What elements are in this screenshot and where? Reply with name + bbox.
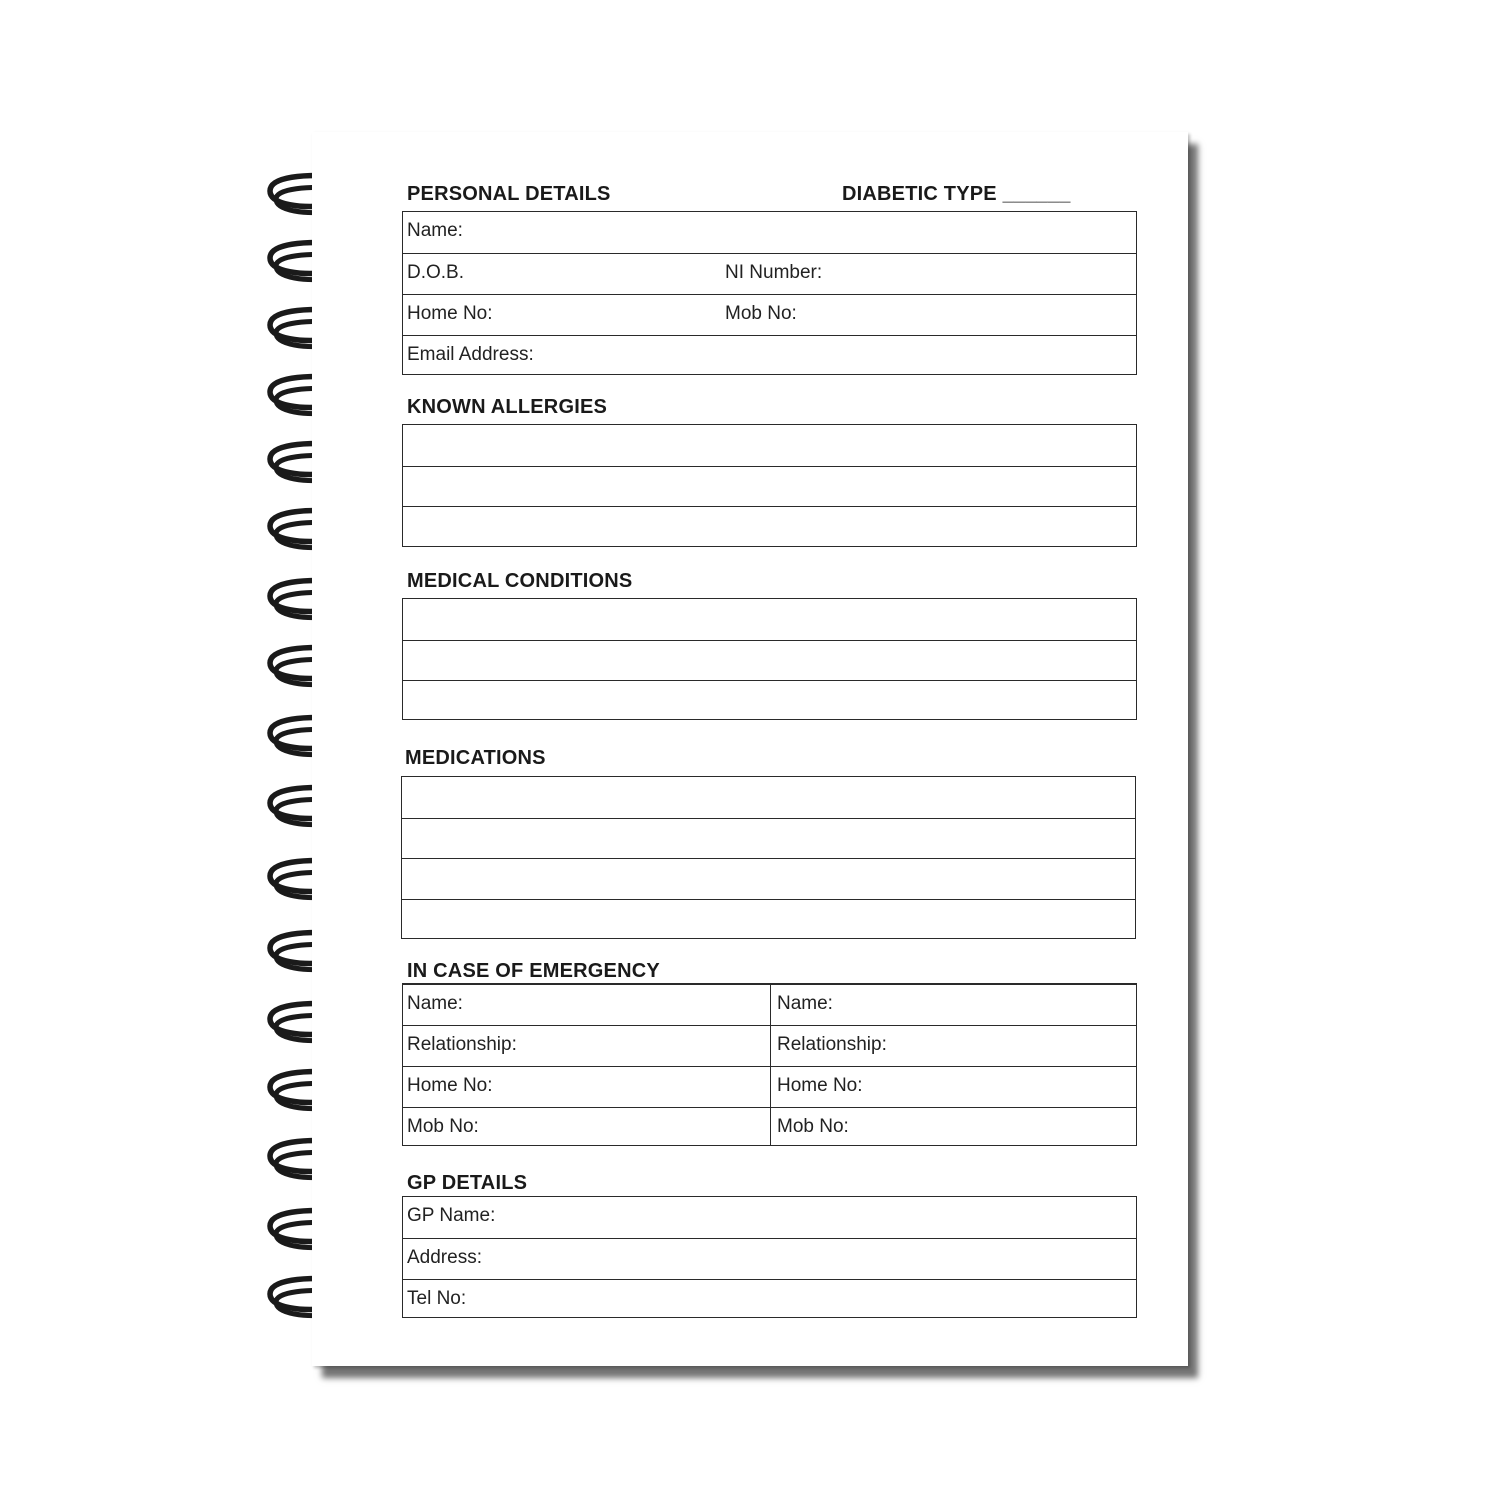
contact1-relationship-label: Relationship:: [407, 1034, 517, 1055]
email-label: Email Address:: [407, 344, 534, 365]
dob-label: D.O.B.: [407, 262, 465, 283]
contact2-name-label: Name:: [777, 993, 833, 1014]
gp-address-label: Address:: [407, 1247, 482, 1268]
medication-line[interactable]: [402, 818, 1135, 859]
gp-name-label: GP Name:: [407, 1205, 496, 1226]
email-row[interactable]: [403, 335, 1136, 376]
ni-number-label: NI Number:: [725, 262, 823, 283]
gp-details-table: [402, 1196, 1137, 1318]
gp-tel-row[interactable]: [403, 1279, 1136, 1320]
gp-address-row[interactable]: [403, 1238, 1136, 1279]
emergency-name-row[interactable]: [403, 984, 1136, 1025]
emergency-relationship-row[interactable]: [403, 1025, 1136, 1066]
contact1-home-label: Home No:: [407, 1075, 493, 1096]
medication-line[interactable]: [402, 858, 1135, 899]
gp-details-title: GP DETAILS: [407, 1172, 528, 1194]
condition-line[interactable]: [403, 640, 1136, 681]
personal-details-title: PERSONAL DETAILS: [407, 183, 611, 205]
emergency-title: IN CASE OF EMERGENCY: [407, 960, 660, 982]
gp-tel-label: Tel No:: [407, 1288, 467, 1309]
contact2-mob-label: Mob No:: [777, 1116, 849, 1137]
mob-no-label: Mob No:: [725, 303, 797, 324]
gp-name-row[interactable]: [403, 1197, 1136, 1238]
contact1-name-label: Name:: [407, 993, 463, 1014]
allergies-table: [402, 424, 1137, 547]
dob-ni-row[interactable]: [403, 253, 1136, 294]
condition-line[interactable]: [403, 599, 1136, 640]
emergency-mob-row[interactable]: [403, 1107, 1136, 1148]
allergy-line[interactable]: [403, 425, 1136, 466]
known-allergies-title: KNOWN ALLERGIES: [407, 396, 608, 418]
medications-table: [401, 776, 1136, 939]
allergy-line[interactable]: [403, 466, 1136, 507]
contact2-home-label: Home No:: [777, 1075, 863, 1096]
medication-line[interactable]: [402, 777, 1135, 818]
name-row[interactable]: [403, 212, 1136, 253]
phone-row[interactable]: [403, 294, 1136, 335]
emergency-home-row[interactable]: [403, 1066, 1136, 1107]
condition-line[interactable]: [403, 680, 1136, 721]
home-no-label: Home No:: [407, 303, 493, 324]
medication-line[interactable]: [402, 899, 1135, 940]
emergency-table: [402, 983, 1137, 1146]
name-label: Name:: [407, 220, 463, 241]
medications-title: MEDICATIONS: [405, 747, 546, 769]
medical-conditions-title: MEDICAL CONDITIONS: [407, 570, 633, 592]
personal-details-table: [402, 211, 1137, 375]
contact2-relationship-label: Relationship:: [777, 1034, 887, 1055]
conditions-table: [402, 598, 1137, 720]
diabetic-type-field[interactable]: DIABETIC TYPE ______: [842, 183, 1071, 205]
allergy-line[interactable]: [403, 506, 1136, 547]
contact1-mob-label: Mob No:: [407, 1116, 479, 1137]
